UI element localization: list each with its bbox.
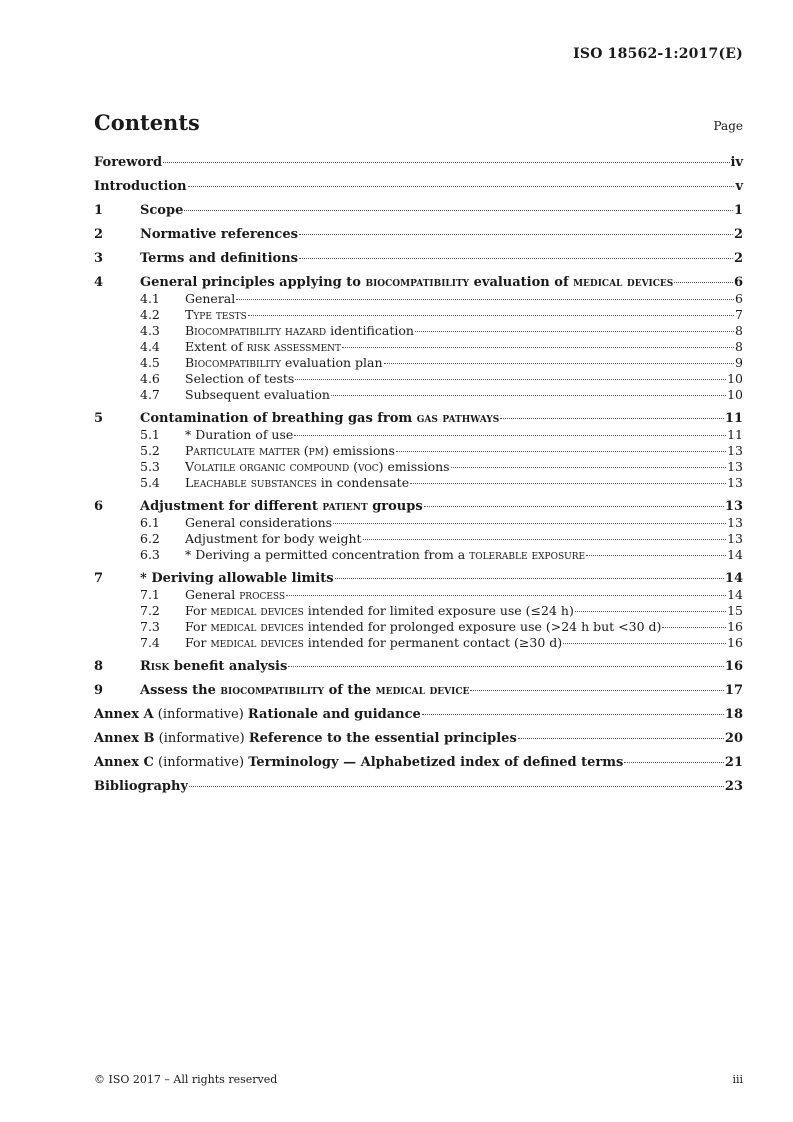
toc-title [185, 587, 285, 603]
toc-title-text: Introduction [94, 179, 187, 194]
toc-page-number: 14 [724, 571, 743, 586]
dot-leader [575, 611, 726, 612]
toc-title [140, 659, 287, 675]
toc-page-number: 10 [727, 387, 743, 402]
toc-entry[interactable] [94, 251, 743, 267]
dot-leader [518, 738, 724, 739]
dot-leader [184, 210, 733, 211]
toc-subentry[interactable] [94, 547, 743, 563]
dot-leader [410, 483, 726, 484]
toc-entry[interactable] [94, 411, 743, 427]
toc-title-text: Terms and definitions [140, 251, 298, 266]
defined-term: Type tests [185, 307, 247, 322]
toc-title [185, 443, 395, 459]
toc-title [140, 571, 334, 587]
toc-page-number: 15 [727, 603, 743, 618]
toc-title-text: General [185, 587, 240, 602]
dot-leader [563, 643, 726, 644]
toc-number: 9 [94, 683, 104, 698]
defined-term: Leachable substances [185, 475, 317, 490]
dot-leader [333, 523, 726, 524]
toc-title-text: groups [367, 499, 423, 514]
dot-leader [396, 451, 726, 452]
toc-title-text: Normative references [140, 227, 298, 242]
toc-entry[interactable] [94, 571, 743, 587]
defined-term: patient [322, 499, 368, 514]
toc-title-text: Foreword [94, 155, 163, 170]
toc-subentry[interactable] [94, 355, 743, 371]
defined-term: medical device [375, 683, 470, 698]
toc-number: 5.2 [140, 443, 160, 458]
annex-type: (informative) [153, 755, 249, 770]
toc-number: 6.2 [140, 531, 160, 546]
page-title: Contents [94, 110, 200, 135]
defined-term: biocompatibility [220, 683, 325, 698]
defined-term: Biocompatibility [185, 355, 282, 370]
annex-label: Annex A [94, 707, 154, 722]
annex-title: Reference to the essential principles [248, 731, 517, 746]
toc-title [94, 779, 188, 795]
toc-title-text: intended for prolonged exposure use (>24 h but <30 d) [303, 619, 662, 634]
toc-number: 2 [94, 227, 104, 242]
toc-title-text: benefit analysis [169, 659, 288, 674]
toc-title-text: * Deriving a permitted concentration from a [185, 547, 470, 562]
copyright-notice: © ISO 2017 – All rights reserved [94, 1073, 278, 1086]
toc-title-text: of the [324, 683, 376, 698]
dot-leader [586, 555, 726, 556]
defined-term: medical devices [210, 635, 304, 650]
toc-page-number: 16 [727, 619, 743, 634]
toc-title-text: emissions [383, 459, 450, 474]
toc-number: 6.3 [140, 547, 160, 562]
page-column-label: Page [713, 119, 743, 133]
toc-page-number: 14 [727, 547, 743, 562]
toc-number: 7.4 [140, 635, 160, 650]
toc-subentry[interactable] [94, 443, 743, 459]
defined-term: medical devices [210, 619, 304, 634]
toc-subentry[interactable] [94, 307, 743, 323]
document-id: ISO 18562-1:2017(E) [573, 46, 743, 62]
defined-term: medical devices [573, 275, 674, 290]
defined-term: biocompatibility [365, 275, 470, 290]
toc-title-text: General principles applying to [140, 275, 366, 290]
dot-leader [384, 363, 735, 364]
toc-title [140, 411, 499, 427]
toc-subentry[interactable] [94, 291, 743, 307]
defined-term: tolerable exposure [469, 547, 586, 562]
toc-entry[interactable] [94, 659, 743, 675]
toc-title [140, 251, 298, 267]
toc-number: 4.2 [140, 307, 160, 322]
toc-entry[interactable] [94, 779, 743, 795]
annex-label: Annex C [94, 755, 154, 770]
toc-subentry[interactable] [94, 531, 743, 547]
toc-subentry[interactable] [94, 387, 743, 403]
toc-title [185, 547, 585, 563]
toc-number: 4.6 [140, 371, 160, 386]
toc-number: 5.3 [140, 459, 160, 474]
toc-title [185, 307, 247, 323]
toc-page-number: 6 [733, 275, 743, 290]
defined-term: process [239, 587, 286, 602]
toc-title [185, 603, 574, 619]
toc-number: 4.5 [140, 355, 160, 370]
dot-leader [236, 299, 734, 300]
dot-leader [163, 162, 729, 163]
toc-page-number: 14 [727, 587, 743, 602]
toc-page-number: 10 [727, 371, 743, 386]
toc-page-number: iv [730, 155, 743, 170]
toc-title [185, 387, 330, 403]
defined-term: Risk [140, 659, 170, 674]
toc-title-text: * Deriving allowable limits [140, 571, 334, 586]
dot-leader [424, 506, 724, 507]
toc-subentry[interactable] [94, 475, 743, 491]
toc-page-number: 11 [724, 411, 743, 426]
toc-title [94, 707, 421, 723]
toc-title [185, 427, 293, 443]
defined-term: risk assessment [246, 339, 342, 354]
toc-subentry[interactable] [94, 619, 743, 635]
toc-number: 4.7 [140, 387, 160, 402]
dot-leader [415, 331, 734, 332]
toc-page-number: 16 [724, 659, 743, 674]
dot-leader [674, 282, 733, 283]
toc-title [185, 459, 450, 475]
dot-leader [188, 186, 735, 187]
dot-leader [295, 379, 726, 380]
defined-term: Biocompatibility hazard [185, 323, 327, 338]
dot-leader [342, 347, 734, 348]
toc-page-number: 2 [733, 251, 743, 266]
toc-title [94, 179, 187, 195]
toc-subentry[interactable] [94, 459, 743, 475]
toc-number: 5 [94, 411, 104, 426]
annex-title: Rationale and guidance [247, 707, 421, 722]
toc-title [94, 731, 517, 747]
dot-leader [662, 627, 726, 628]
toc-page-number: v [735, 179, 743, 194]
toc-number: 4.1 [140, 291, 160, 306]
toc-number: 3 [94, 251, 104, 266]
toc-title [185, 475, 409, 491]
toc-page-number: 18 [724, 707, 743, 722]
defined-term: medical devices [210, 603, 304, 618]
toc-number: 5.1 [140, 427, 160, 442]
toc-number: 7.3 [140, 619, 160, 634]
dot-leader [286, 595, 726, 596]
toc-title [185, 355, 383, 371]
toc-page-number: 7 [735, 307, 743, 322]
contents-heading-row [94, 110, 743, 135]
toc-title [185, 323, 414, 339]
toc-page-number: 16 [727, 635, 743, 650]
dot-leader [422, 714, 724, 715]
toc-title-text: intended for limited exposure use (≤24 h) [303, 603, 574, 618]
page-number: iii [732, 1073, 743, 1086]
toc-page-number: 21 [724, 755, 743, 770]
page-footer [94, 1073, 743, 1086]
toc-page-number: 8 [735, 339, 743, 354]
toc-subentry[interactable] [94, 339, 743, 355]
toc-title-text: Extent of [185, 339, 247, 354]
defined-term: Particulate matter (pm) [185, 443, 329, 458]
toc-number: 7.1 [140, 587, 160, 602]
toc-page-number: 17 [724, 683, 743, 698]
toc-page-number: 1 [733, 203, 743, 218]
toc-title [94, 755, 623, 771]
toc-title-text: evaluation plan [281, 355, 383, 370]
dot-leader [624, 762, 724, 763]
toc-entry[interactable] [94, 755, 743, 771]
toc-title-text: General [185, 291, 236, 306]
toc-number: 4.4 [140, 339, 160, 354]
toc-page-number: 13 [724, 499, 743, 514]
toc-number: 5.4 [140, 475, 160, 490]
toc-title [185, 291, 235, 307]
toc-title-text: For [185, 635, 211, 650]
toc-subentry[interactable] [94, 323, 743, 339]
toc-page-number: 6 [735, 291, 743, 306]
toc-subentry[interactable] [94, 635, 743, 651]
toc-number: 6.1 [140, 515, 160, 530]
toc-title [94, 155, 162, 171]
dot-leader [299, 258, 733, 259]
toc-page-number: 9 [735, 355, 743, 370]
toc-subentry[interactable] [94, 587, 743, 603]
toc-page-number: 8 [735, 323, 743, 338]
toc-page-number: 2 [733, 227, 743, 242]
toc-page-number: 13 [727, 531, 743, 546]
toc-title-text: Subsequent evaluation [185, 387, 330, 402]
toc-number: 8 [94, 659, 104, 674]
defined-term: Volatile organic compound (voc) [185, 459, 384, 474]
toc-title [185, 531, 362, 547]
toc-entry[interactable] [94, 203, 743, 219]
toc-title [185, 619, 661, 635]
toc-title-text: * Duration of use [185, 427, 294, 442]
table-of-contents [94, 155, 743, 795]
annex-title: Terminology — Alphabetized index of defined terms [248, 755, 624, 770]
toc-title-text: General considerations [185, 515, 333, 530]
dot-leader [248, 315, 734, 316]
toc-number: 7.2 [140, 603, 160, 618]
toc-entry[interactable] [94, 683, 743, 699]
dot-leader [331, 395, 726, 396]
toc-title-text: identification [326, 323, 414, 338]
toc-title-text: Assess the [140, 683, 221, 698]
toc-number: 4 [94, 275, 104, 290]
toc-number: 4.3 [140, 323, 160, 338]
toc-title-text: Adjustment for body weight [185, 531, 362, 546]
toc-subentry[interactable] [94, 427, 743, 443]
dot-leader [451, 467, 727, 468]
toc-title-text: Selection of tests [185, 371, 295, 386]
toc-page-number: 13 [727, 443, 743, 458]
toc-entry[interactable] [94, 155, 743, 171]
toc-number: 6 [94, 499, 104, 514]
toc-page-number: 13 [727, 459, 743, 474]
toc-entry[interactable] [94, 731, 743, 747]
toc-title-text: Adjustment for different [140, 499, 323, 514]
toc-title [185, 339, 341, 355]
toc-page-number: 11 [727, 427, 743, 442]
toc-title [140, 227, 298, 243]
toc-entry[interactable] [94, 275, 743, 291]
defined-term: gas pathways [416, 411, 500, 426]
toc-title [140, 683, 469, 699]
toc-page-number: 20 [724, 731, 743, 746]
toc-subentry[interactable] [94, 515, 743, 531]
toc-entry[interactable] [94, 707, 743, 723]
toc-title [140, 275, 673, 291]
toc-number: 7 [94, 571, 104, 586]
toc-entry[interactable] [94, 227, 743, 243]
dot-leader [363, 539, 727, 540]
toc-title-text: For [185, 603, 211, 618]
toc-entry[interactable] [94, 179, 743, 195]
toc-title-text: intended for permanent contact (≥30 d) [303, 635, 563, 650]
toc-subentry[interactable] [94, 371, 743, 387]
dot-leader [288, 666, 724, 667]
toc-title-text: emissions [328, 443, 395, 458]
dot-leader [189, 786, 724, 787]
toc-title-text: For [185, 619, 211, 634]
toc-number: 1 [94, 203, 104, 218]
toc-title [185, 515, 332, 531]
dot-leader [500, 418, 724, 419]
toc-title-text: evaluation of [469, 275, 574, 290]
annex-type: (informative) [154, 731, 249, 746]
annex-type: (informative) [153, 707, 248, 722]
toc-title [185, 371, 294, 387]
annex-label: Annex B [94, 731, 155, 746]
dot-leader [470, 690, 724, 691]
dot-leader [294, 435, 726, 436]
dot-leader [299, 234, 733, 235]
toc-subentry[interactable] [94, 603, 743, 619]
toc-title [140, 499, 423, 515]
toc-title-text: Contamination of breathing gas from [140, 411, 417, 426]
toc-title [185, 635, 562, 651]
toc-title [140, 203, 183, 219]
toc-title-text: Scope [140, 203, 184, 218]
toc-title-text: Bibliography [94, 779, 189, 794]
toc-page-number: 13 [727, 515, 743, 530]
toc-page-number: 13 [727, 475, 743, 490]
toc-entry[interactable] [94, 499, 743, 515]
toc-page-number: 23 [724, 779, 743, 794]
dot-leader [335, 578, 724, 579]
toc-title-text: in condensate [316, 475, 410, 490]
